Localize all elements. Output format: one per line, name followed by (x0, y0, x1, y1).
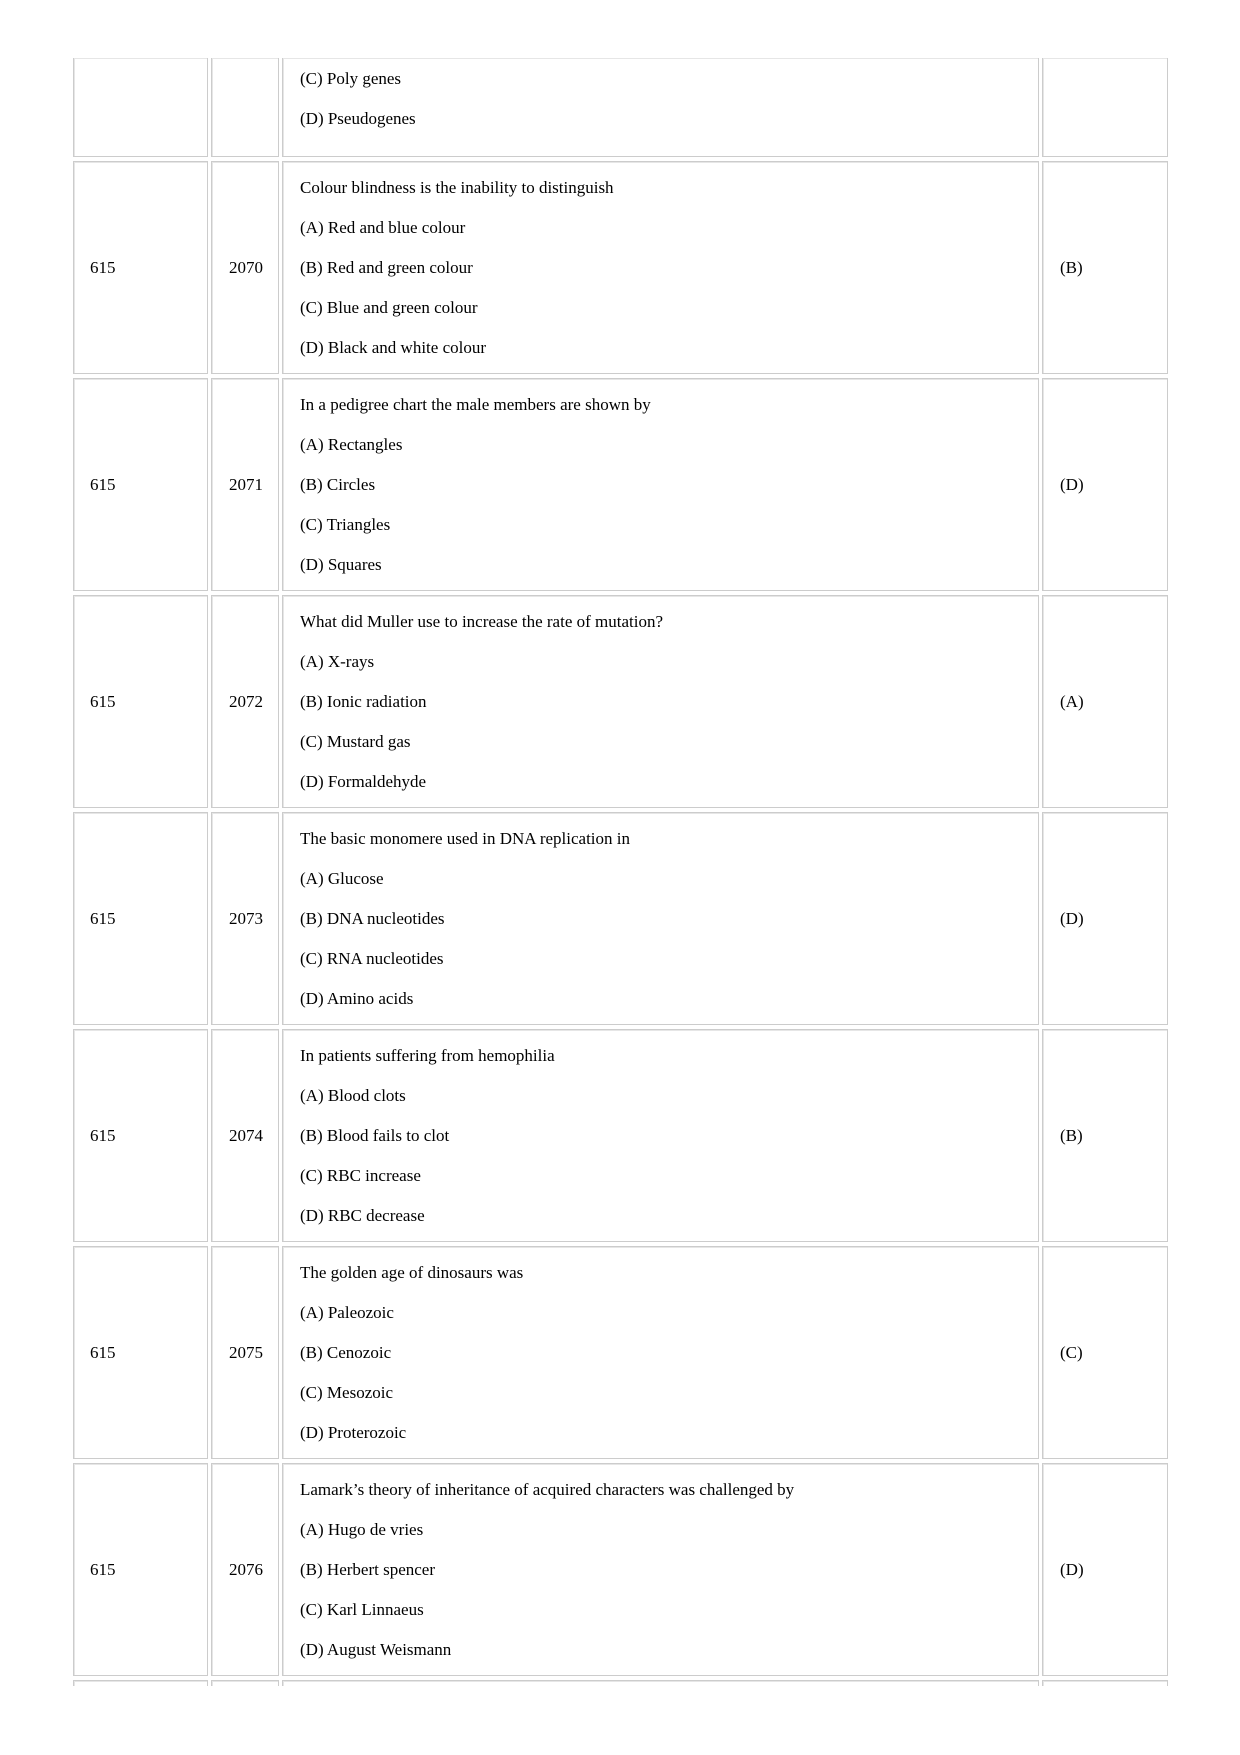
question-cell (282, 1463, 1039, 1676)
question-number: 2073 (229, 908, 263, 928)
number-cell (211, 58, 279, 157)
number-cell (211, 812, 279, 1025)
number-cell (211, 1246, 279, 1459)
question-number: 2072 (229, 691, 263, 711)
answer-value: (C) (1060, 1342, 1083, 1362)
code-value: 615 (90, 1342, 116, 1362)
question-number: 2076 (229, 1559, 263, 1579)
code-cell (73, 1246, 208, 1459)
code-value: 615 (90, 474, 116, 494)
option-d: (D) Proterozoic (300, 1423, 407, 1442)
option-c: (C) Mustard gas (300, 732, 411, 751)
option-a: (A) Glucose (300, 869, 384, 888)
option-c: (C) Mesozoic (300, 1383, 394, 1402)
table-row (73, 1029, 1168, 1242)
option-a: (A) Hugo de vries (300, 1520, 424, 1539)
option-a: (A) Rectangles (300, 435, 403, 454)
table-row (73, 812, 1168, 1025)
question-cell (282, 1246, 1039, 1459)
question-cell (282, 58, 1039, 157)
question-number: 2075 (229, 1342, 263, 1362)
answer-cell (1042, 1680, 1168, 1686)
table-row (73, 1463, 1168, 1676)
question-text: In a pedigree chart the male members are shown by (300, 395, 651, 414)
option-line: (C) Poly genes (300, 69, 402, 88)
option-d: (D) Amino acids (300, 989, 414, 1008)
answer-cell (1042, 161, 1168, 374)
answer-value: (D) (1060, 474, 1084, 494)
code-cell (73, 812, 208, 1025)
option-line: (D) Pseudogenes (300, 109, 416, 128)
code-value: 615 (90, 908, 116, 928)
option-b: (B) Ionic radiation (300, 692, 427, 711)
option-b: (B) Circles (300, 475, 376, 494)
question-text: In patients suffering from hemophilia (300, 1046, 555, 1065)
answer-cell (1042, 812, 1168, 1025)
option-a: (A) X-rays (300, 652, 375, 671)
option-a: (A) Red and blue colour (300, 218, 466, 237)
answer-cell (1042, 1463, 1168, 1676)
option-d: (D) Black and white colour (300, 338, 486, 357)
option-b: (B) Cenozoic (300, 1343, 392, 1362)
option-d: (D) August Weismann (300, 1640, 452, 1659)
question-cell (282, 595, 1039, 808)
question-table (73, 58, 1168, 1686)
code-cell (73, 1029, 208, 1242)
option-b: (B) Herbert spencer (300, 1560, 435, 1579)
table-row-partial-top (73, 58, 1168, 157)
question-number: 2070 (229, 257, 263, 277)
number-cell (211, 161, 279, 374)
question-cell (282, 812, 1039, 1025)
code-cell (73, 58, 208, 157)
table-row (73, 595, 1168, 808)
question-number: 2074 (229, 1125, 263, 1145)
answer-value: (B) (1060, 1125, 1083, 1145)
number-cell (211, 1680, 279, 1686)
code-cell (73, 1463, 208, 1676)
option-c: (C) RNA nucleotides (300, 949, 444, 968)
option-c: (C) Blue and green colour (300, 298, 478, 317)
question-cell (282, 378, 1039, 591)
option-b: (B) Blood fails to clot (300, 1126, 450, 1145)
option-d: (D) Formaldehyde (300, 772, 427, 791)
code-cell (73, 161, 208, 374)
code-cell (73, 1680, 208, 1686)
code-value: 615 (90, 1125, 116, 1145)
answer-cell (1042, 1029, 1168, 1242)
number-cell (211, 595, 279, 808)
question-cell (282, 161, 1039, 374)
question-cell (282, 1680, 1039, 1686)
option-a: (A) Paleozoic (300, 1303, 394, 1322)
option-d: (D) Squares (300, 555, 382, 574)
question-text: What did Muller use to increase the rate of mutation? (300, 612, 664, 631)
option-list (300, 69, 1028, 149)
code-cell (73, 595, 208, 808)
answer-cell (1042, 378, 1168, 591)
code-value: 615 (90, 1559, 116, 1579)
answer-cell (1042, 595, 1168, 808)
answer-value: (D) (1060, 1559, 1084, 1579)
question-cell (282, 1029, 1039, 1242)
option-b: (B) DNA nucleotides (300, 909, 445, 928)
option-a: (A) Blood clots (300, 1086, 406, 1105)
code-value: 615 (90, 257, 116, 277)
option-b: (B) Red and green colour (300, 258, 473, 277)
answer-value: (A) (1060, 691, 1084, 711)
table-row (73, 378, 1168, 591)
option-c: (C) Karl Linnaeus (300, 1600, 424, 1619)
table-row-partial-bottom (73, 1680, 1168, 1686)
answer-value: (B) (1060, 257, 1083, 277)
code-cell (73, 378, 208, 591)
option-d: (D) RBC decrease (300, 1206, 425, 1225)
number-cell (211, 1463, 279, 1676)
answer-cell (1042, 58, 1168, 157)
number-cell (211, 378, 279, 591)
table-row (73, 161, 1168, 374)
question-number: 2071 (229, 474, 263, 494)
code-value: 615 (90, 691, 116, 711)
answer-cell (1042, 1246, 1168, 1459)
table-row (73, 1246, 1168, 1459)
question-text: Lamark’s theory of inheritance of acquired characters was challenged by (300, 1480, 795, 1499)
option-c: (C) Triangles (300, 515, 391, 534)
option-c: (C) RBC increase (300, 1166, 421, 1185)
question-text: Colour blindness is the inability to distinguish (300, 178, 614, 197)
answer-value: (D) (1060, 908, 1084, 928)
number-cell (211, 1029, 279, 1242)
question-text: The golden age of dinosaurs was (300, 1263, 524, 1282)
question-text: The basic monomere used in DNA replication in (300, 829, 630, 848)
